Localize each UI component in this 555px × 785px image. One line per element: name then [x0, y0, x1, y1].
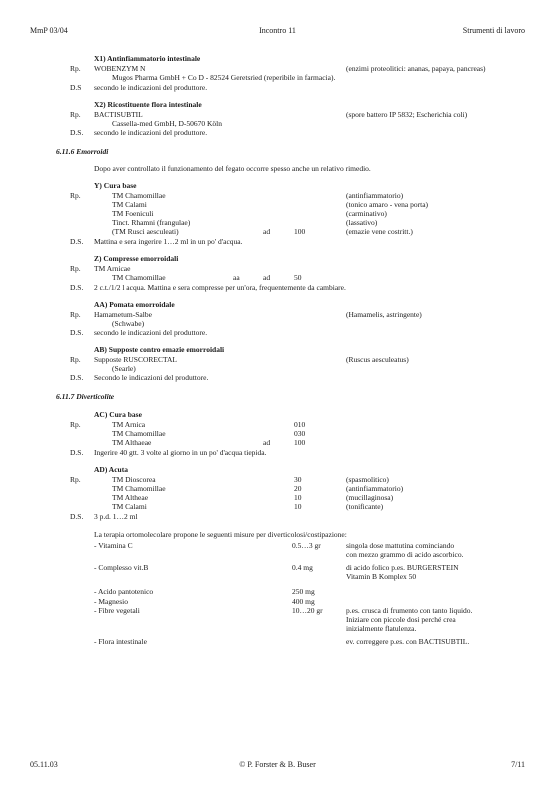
ad-title: AD) Acuta [94, 465, 128, 474]
ortho-item-name: - Complesso vit.B [94, 563, 149, 572]
section-6-11-7-heading: 6.11.7 Diverticolite [56, 392, 115, 401]
x2-product-note: (spore battero IP 5832; Escherichia coli) [346, 110, 468, 119]
x1-ds-label: D.S [70, 83, 82, 92]
x1-title: X1) Antinfiammatorio intestinale [94, 54, 201, 63]
ortho-item-amount: 250 mg [292, 587, 315, 596]
ortho-item-name: - Acido pantotenico [94, 587, 154, 596]
z-item-ad: ad [263, 273, 271, 282]
ortho-item-amount: 10…20 gr [292, 606, 323, 615]
z-ds: 2 c.t./1/2 l acqua. Mattina e sera compresse per un'ora, frequentemente da cambiare. [94, 283, 346, 292]
z-item-name: TM Chamomillae [112, 273, 166, 282]
x1-rp: Rp. [70, 64, 81, 73]
ortho-item-note: singola dose mattutina cominciando [346, 541, 455, 550]
ad-item-name: TM Dioscorea [112, 475, 156, 484]
ac-rp: Rp. [70, 420, 81, 429]
footer-copyright: © P. Forster & B. Buser [239, 760, 316, 769]
ortho-item-name: - Vitamina C [94, 541, 133, 550]
z-product: TM Arnicae [94, 264, 131, 273]
aa-product: Hamametum-Salbe [94, 310, 152, 319]
ortho-item-note: ev. correggere p.es. con BACTISUBTIL. [346, 637, 470, 646]
header-left: MmP 03/04 [30, 26, 68, 35]
aa-ds: secondo le indicazioni del produttore. [94, 328, 208, 337]
ab-ds-label: D.S. [70, 373, 84, 382]
y-item-note: (antinfiammatorio) [346, 191, 404, 200]
y-rp: Rp. [70, 191, 81, 200]
page-footer [30, 760, 525, 772]
ortho-item-amount: 400 mg [292, 597, 315, 606]
ac-ds-label: D.S. [70, 448, 84, 457]
aa-ds-label: D.S. [70, 328, 84, 337]
ad-item-qty: 20 [294, 484, 302, 493]
ac-item-qty: 100 [294, 438, 306, 447]
z-title: Z) Compresse emorroidali [94, 254, 179, 263]
x1-product-note: (enzimi proteolitici: ananas, papaya, pancreas) [346, 64, 486, 73]
z-item-aa: aa [233, 273, 240, 282]
ad-ds-label: D.S. [70, 512, 84, 521]
ortho-item-note: p.es. crusca di frumento con tanto liquido. [346, 606, 473, 615]
ad-item-name: TM Altheae [112, 493, 149, 502]
ad-item-note: (mucillaginosa) [346, 493, 394, 502]
y-item-qty: 100 [294, 227, 306, 236]
y-ds: Mattina e sera ingerire 1…2 ml in un po' d'acqua. [94, 237, 243, 246]
ortho-item-amount: 0.4 mg [292, 563, 313, 572]
y-item-name: (TM Rusci aesculeati) [112, 227, 179, 236]
ad-item-qty: 30 [294, 475, 302, 484]
ab-title: AB) Supposte contro emazie emorroidali [94, 345, 225, 354]
page-header [30, 26, 525, 38]
y-item-note: (emazie vene costritt.) [346, 227, 413, 236]
y-ds-label: D.S. [70, 237, 84, 246]
x1-maker: Mugos Pharma GmbH + Co D - 82524 Geretsried (reperibile in farmacia). [112, 73, 336, 82]
x2-maker: Cassella-med GmbH, D-50670 Köln [112, 119, 222, 128]
ad-rp: Rp. [70, 475, 81, 484]
z-item-qty: 50 [294, 273, 302, 282]
x1-ds: secondo le indicazioni del produttore. [94, 83, 208, 92]
ab-product: Supposte RUSCORECTAL [94, 355, 177, 364]
ac-title: AC) Cura base [94, 410, 142, 419]
section-6-11-6-heading: 6.11.6 Emorroidi [56, 147, 109, 156]
y-title: Y) Cura base [94, 181, 137, 190]
y-item-ad: ad [263, 227, 271, 236]
ad-item-qty: 10 [294, 502, 302, 511]
y-item-name: TM Chamomillae [112, 191, 166, 200]
ad-item-note: (spasmolitico) [346, 475, 389, 484]
y-item-name: TM Foeniculi [112, 209, 154, 218]
ab-product-note: (Ruscus aesculeatus) [346, 355, 409, 364]
ac-item-name: TM Althaeae [112, 438, 152, 447]
aa-title: AA) Pomata emorroidale [94, 300, 175, 309]
x1-product: WOBENZYM N [94, 64, 146, 73]
ortho-item-name: - Fibre vegetali [94, 606, 140, 615]
aa-maker: (Schwabe) [112, 319, 145, 328]
ortho-item-note: Iniziare con piccole dosi perché crea [346, 615, 456, 624]
ab-rp: Rp. [70, 355, 81, 364]
ac-item-qty: 030 [294, 429, 306, 438]
ac-item-name: TM Chamomillae [112, 429, 166, 438]
ortho-item-note: inizialmente flatulenza. [346, 624, 417, 633]
ortho-item-amount: 0.5…3 gr [292, 541, 321, 550]
ortho-item-note: di acido folico p.es. BURGERSTEIN [346, 563, 459, 572]
y-item-name: Tinct. Rhamni (frangulae) [112, 218, 191, 227]
aa-product-note: (Hamamelis, astringente) [346, 310, 422, 319]
ad-item-qty: 10 [294, 493, 302, 502]
z-rp: Rp. [70, 264, 81, 273]
ad-item-name: TM Calami [112, 502, 147, 511]
y-item-note: (carminativo) [346, 209, 387, 218]
header-right: Strumenti di lavoro [462, 26, 525, 35]
ac-item-name: TM Arnica [112, 420, 146, 429]
footer-page-number: 7/11 [511, 760, 525, 769]
x2-product: BACTISUBTIL [94, 110, 143, 119]
ad-ds: 3 p.d. 1…2 ml [94, 512, 138, 521]
x2-rp: Rp. [70, 110, 81, 119]
ortho-item-note: con mezzo grammo di acido ascorbico. [346, 550, 464, 559]
x2-ds: secondo le indicazioni del produttore. [94, 128, 208, 137]
ad-item-name: TM Chamomillae [112, 484, 166, 493]
x2-ds-label: D.S. [70, 128, 84, 137]
ortho-item-name: - Flora intestinale [94, 637, 147, 646]
ac-item-qty: 010 [294, 420, 306, 429]
ortho-item-name: - Magnesio [94, 597, 128, 606]
section-6-11-6-intro: Dopo aver controllato il funzionamento del fegato occorre spesso anche un relativo rimedio. [94, 164, 371, 173]
ac-ds: Ingerire 40 gtt. 3 volte al giorno in un po' d'acqua tiepida. [94, 448, 267, 457]
ortho-item-note: Vitamin B Komplex 50 [346, 572, 417, 581]
x2-title: X2) Ricostituente flora intestinale [94, 100, 202, 109]
ad-item-note: (antinfiammatorio) [346, 484, 404, 493]
aa-rp: Rp. [70, 310, 81, 319]
y-item-note: (lassativo) [346, 218, 378, 227]
y-item-note: (tonico amaro - vena porta) [346, 200, 429, 209]
z-ds-label: D.S. [70, 283, 84, 292]
footer-date: 05.11.03 [30, 760, 58, 769]
ab-maker: (Searle) [112, 364, 136, 373]
ab-ds: Secondo le indicazioni del produttore. [94, 373, 209, 382]
ortho-intro: La terapia ortomolecolare propone le seguenti misure per diverticolosi/costipazione: [94, 530, 347, 539]
ac-item-ad: ad [263, 438, 271, 447]
y-item-name: TM Calami [112, 200, 147, 209]
header-center: Incontro 11 [259, 26, 296, 35]
ad-item-note: (tonificante) [346, 502, 384, 511]
